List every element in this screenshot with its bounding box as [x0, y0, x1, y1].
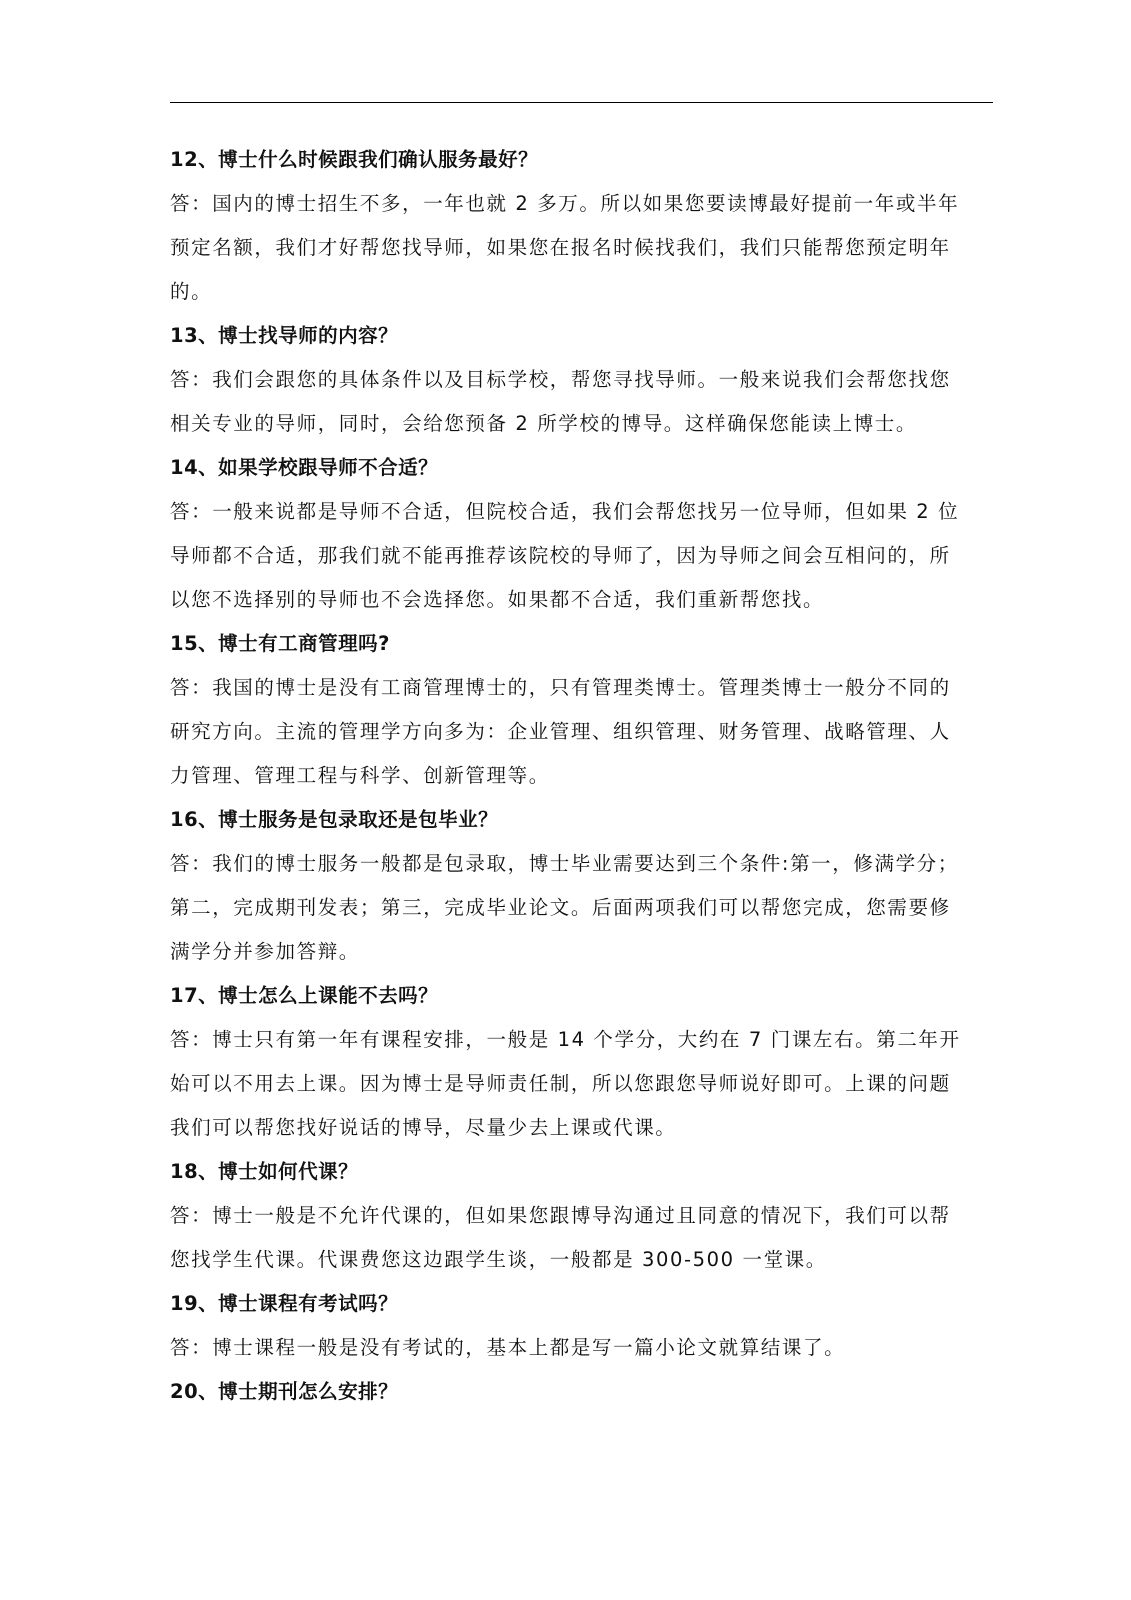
answer-line: 以您不选择别的导师也不会选择您。如果都不合适，我们重新帮您找。	[170, 588, 825, 611]
answer-line: 您找学生代课。代课费您这边跟学生谈，一般都是 300-500 一堂课。	[170, 1248, 827, 1271]
answer-line: 的。	[170, 280, 213, 303]
answer-16	[170, 842, 1000, 974]
answer-line: 答：国内的博士招生不多，一年也就 2 多万。所以如果您要读博最好提前一年或半年	[170, 192, 960, 215]
question-12: 12、博士什么时候跟我们确认服务最好？	[170, 148, 539, 171]
answer-line: 答：博士课程一般是没有考试的，基本上都是写一篇小论文就算结课了。	[170, 1336, 846, 1359]
header-rule	[170, 102, 993, 103]
faq-content	[170, 138, 1000, 1414]
answer-13	[170, 358, 1000, 446]
answer-17	[170, 1018, 1000, 1150]
question-14: 14、如果学校跟导师不合适？	[170, 456, 439, 479]
answer-line: 研究方向。主流的管理学方向多为：企业管理、组织管理、财务管理、战略管理、人	[170, 720, 951, 743]
answer-line: 答：一般来说都是导师不合适，但院校合适，我们会帮您找另一位导师，但如果 2 位	[170, 500, 960, 523]
answer-line: 导师都不合适，那我们就不能再推荐该院校的导师了，因为导师之间会互相问的，所	[170, 544, 951, 567]
answer-15	[170, 666, 1000, 798]
question-16: 16、博士服务是包录取还是包毕业？	[170, 808, 499, 831]
answer-line: 始可以不用去上课。因为博士是导师责任制，所以您跟您导师说好即可。上课的问题	[170, 1072, 951, 1095]
answer-line: 第二，完成期刊发表；第三，完成毕业论文。后面两项我们可以帮您完成，您需要修	[170, 896, 951, 919]
answer-19	[170, 1326, 1000, 1370]
answer-line: 力管理、管理工程与科学、创新管理等。	[170, 764, 550, 787]
answer-line: 相关专业的导师，同时，会给您预备 2 所学校的博导。这样确保您能读上博士。	[170, 412, 918, 435]
question-15: 15、博士有工商管理吗?	[170, 632, 390, 655]
question-20: 20、博士期刊怎么安排？	[170, 1380, 399, 1403]
answer-line: 答：博士一般是不允许代课的，但如果您跟博导沟通过且同意的情况下，我们可以帮	[170, 1204, 951, 1227]
question-13: 13、博士找导师的内容？	[170, 324, 399, 347]
answer-line: 预定名额，我们才好帮您找导师，如果您在报名时候找我们，我们只能帮您预定明年	[170, 236, 951, 259]
question-18: 18、博士如何代课？	[170, 1160, 359, 1183]
answer-line: 满学分并参加答辩。	[170, 940, 360, 963]
question-19: 19、博士课程有考试吗？	[170, 1292, 399, 1315]
question-17: 17、博士怎么上课能不去吗？	[170, 984, 439, 1007]
answer-12	[170, 182, 1000, 314]
answer-line: 答：博士只有第一年有课程安排，一般是 14 个学分，大约在 7 门课左右。第二年开	[170, 1028, 961, 1051]
answer-line: 答：我们会跟您的具体条件以及目标学校，帮您寻找导师。一般来说我们会帮您找您	[170, 368, 951, 391]
answer-line: 答：我们的博士服务一般都是包录取，博士毕业需要达到三个条件:第一，修满学分；	[170, 852, 959, 875]
answer-line: 我们可以帮您找好说话的博导，尽量少去上课或代课。	[170, 1116, 677, 1139]
answer-line: 答：我国的博士是没有工商管理博士的，只有管理类博士。管理类博士一般分不同的	[170, 676, 951, 699]
answer-18	[170, 1194, 1000, 1282]
answer-14	[170, 490, 1000, 622]
